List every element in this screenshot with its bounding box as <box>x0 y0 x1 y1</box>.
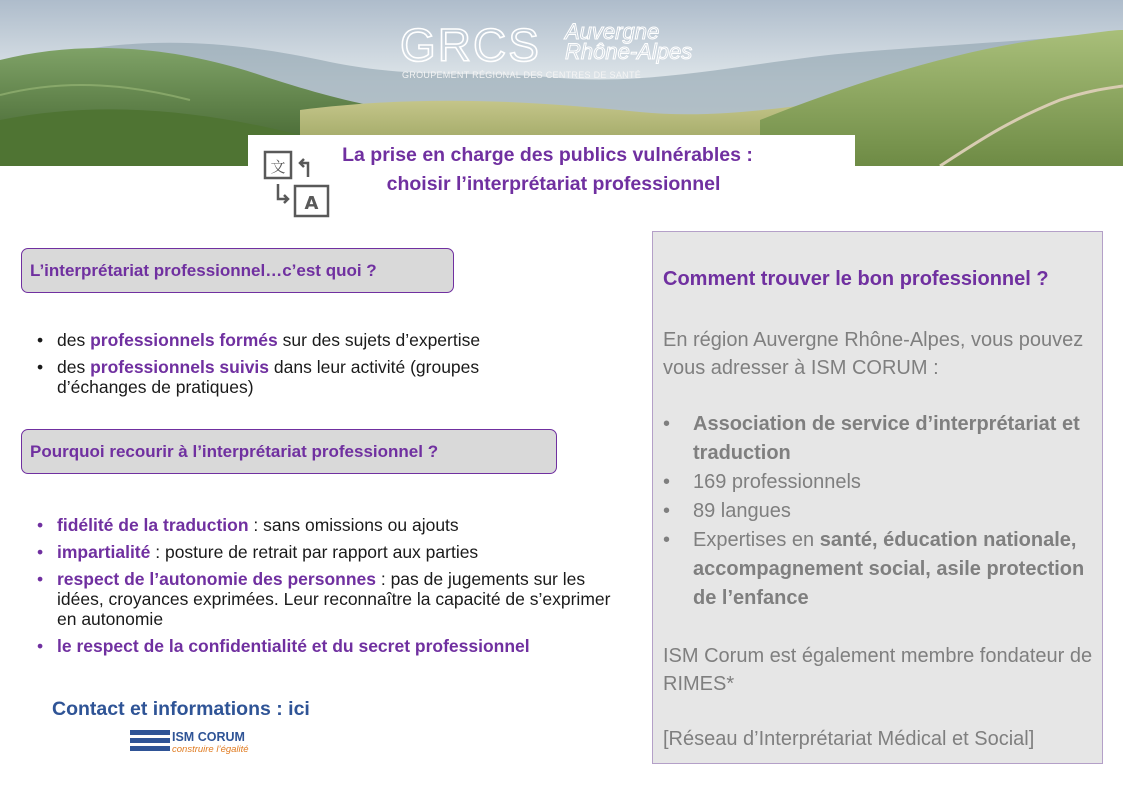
info-panel <box>652 231 1103 764</box>
item-text: des <box>57 330 91 350</box>
section-why-heading: Pourquoi recourir à l’interprétariat professionnel ? <box>21 429 557 474</box>
bullet: • <box>37 330 44 350</box>
list-item <box>37 636 617 656</box>
panel-intro: En région Auvergne Rhône-Alpes, vous pouvez vous adresser à ISM CORUM : <box>663 329 1084 379</box>
bullet: • <box>37 515 44 535</box>
panel-list <box>663 410 1093 613</box>
item-text: : sans omissions ou ajouts <box>248 515 459 535</box>
logo-grcs: GRCS <box>400 19 541 71</box>
bullet: • <box>663 529 671 551</box>
item-highlight: impartialité <box>57 542 151 562</box>
list-item <box>663 526 1093 613</box>
logo-region-line1: Auvergne <box>565 19 660 44</box>
contact-link[interactable]: Contact et informations : ici <box>52 698 310 720</box>
svg-text:文: 文 <box>270 158 286 176</box>
item-highlight: le respect de la confidentialité et du secret professionnel <box>57 636 530 656</box>
grcs-logo <box>400 18 720 88</box>
bullet: • <box>37 357 44 377</box>
page-title-line1: La prise en charge des publics vulnérables : <box>342 144 753 166</box>
list-item <box>37 569 617 629</box>
item-text: sur des sujets d’expertise <box>277 330 481 350</box>
ism-logo-bars-icon <box>130 730 170 756</box>
item-text: dans leur activité (groupes d’échanges de pratiques) <box>57 357 480 397</box>
page-title-line2: choisir l’interprétariat professionnel <box>386 173 721 195</box>
item-text: : pas de jugements sur les idées, croyances exprimées. Leur reconnaître la capacité de s’exprimer en autonomie <box>57 569 611 629</box>
list-item <box>663 410 1093 468</box>
item-bold: Association de service d’interprétariat et traduction <box>693 413 1080 464</box>
page-title-box <box>248 135 855 201</box>
item-text: : posture de retrait par rapport aux parties <box>150 542 479 562</box>
bullet: • <box>663 471 671 493</box>
logo-subtitle: GROUPEMENT RÉGIONAL DES CENTRES DE SANTÉ <box>402 70 642 80</box>
bullet: • <box>37 636 44 656</box>
translate-icon <box>260 147 334 221</box>
list-item <box>37 357 557 397</box>
list-item <box>37 330 557 350</box>
bullet: • <box>663 413 671 435</box>
item-text: Expertises en <box>693 529 820 551</box>
item-text: 169 professionnels <box>693 471 861 493</box>
logo-region <box>565 19 693 64</box>
list-item <box>37 515 617 535</box>
item-highlight: professionnels formés <box>90 330 278 350</box>
item-bold: santé, éducation nationale, accompagnement social, asile protection de l’enfance <box>693 529 1085 609</box>
panel-title: Comment trouver le bon professionnel ? <box>663 268 1049 290</box>
what-list <box>37 330 557 404</box>
item-highlight: respect de l’autonomie des personnes <box>57 569 376 589</box>
svg-text:A: A <box>304 193 319 214</box>
bullet: • <box>37 542 44 562</box>
panel-member-text: ISM Corum est également membre fondateur de RIMES* <box>663 645 1093 695</box>
item-highlight: professionnels suivis <box>90 357 270 377</box>
list-item <box>663 468 1093 497</box>
bullet: • <box>37 569 44 589</box>
ism-logo-name: ISM CORUM <box>172 730 245 744</box>
list-item <box>663 497 1093 526</box>
list-item <box>37 542 617 562</box>
section-what-heading: L’interprétariat professionnel…c’est quoi ? <box>21 248 454 293</box>
ism-logo-tagline: construire l’égalité <box>172 744 249 755</box>
item-highlight: fidélité de la traduction <box>57 515 249 535</box>
item-text: 89 langues <box>693 500 791 522</box>
panel-rimes-text: [Réseau d’Interprétariat Médical et Social] <box>663 728 1035 750</box>
ism-corum-logo <box>130 730 270 756</box>
item-text: des <box>57 357 91 377</box>
bullet: • <box>663 500 671 522</box>
logo-region-line2: Rhône-Alpes <box>565 39 693 64</box>
why-list <box>37 515 617 663</box>
